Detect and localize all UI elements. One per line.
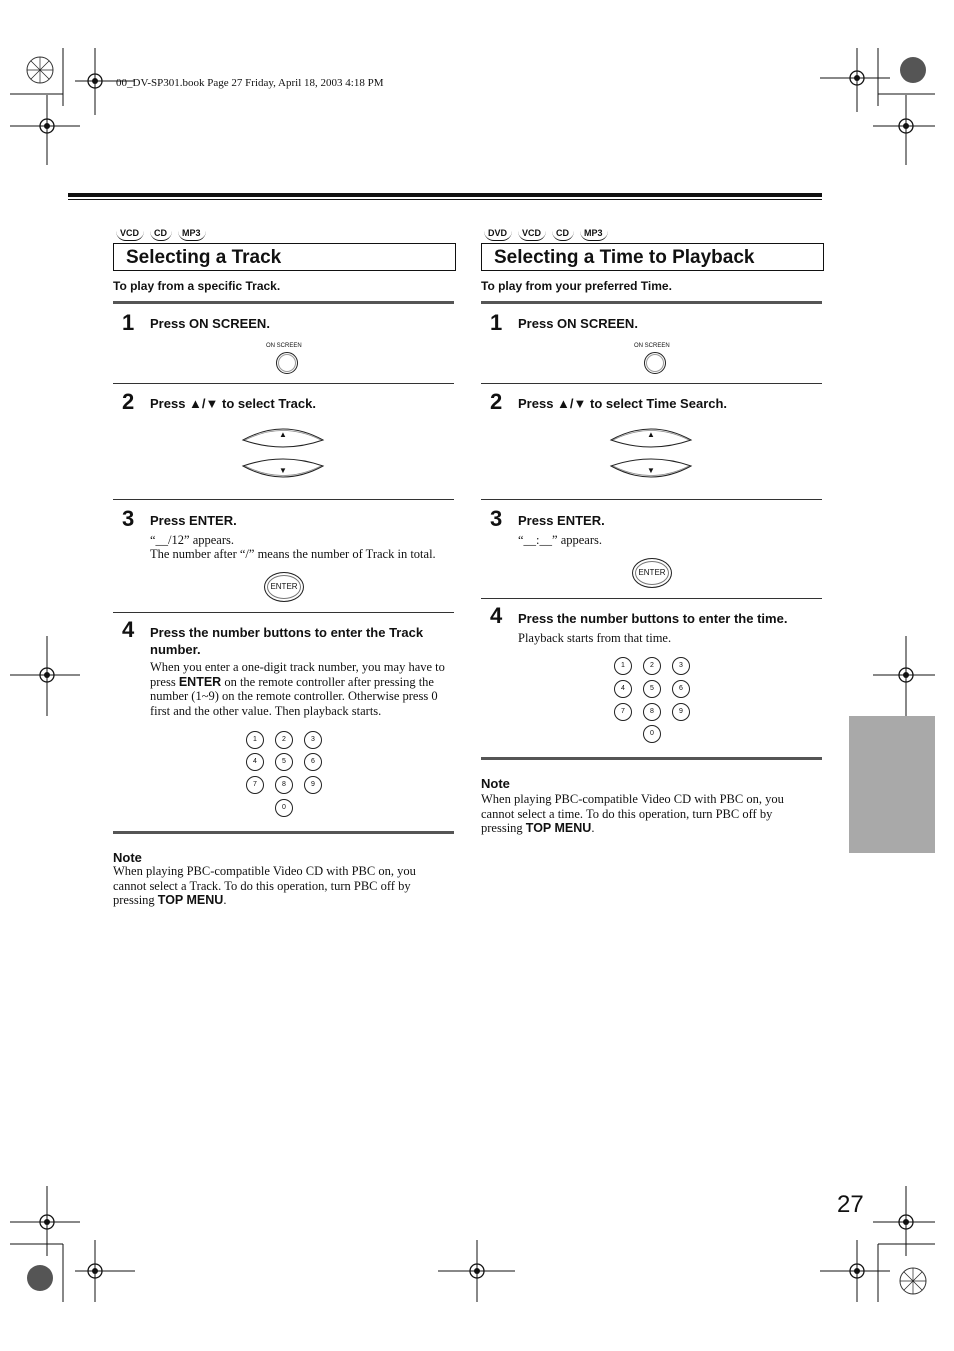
number-key-9: 9 <box>304 776 322 794</box>
step-detail: The number after “/” means the number of Track in total. <box>150 547 436 561</box>
number-key-4: 4 <box>246 753 264 771</box>
note-heading: Note <box>113 850 142 865</box>
section-tab <box>849 716 935 853</box>
step-detail: “__:__” appears. <box>518 533 602 547</box>
note-text: When playing PBC-compatible Video CD with PBC on, you cannot select a Track. To do this operation, turn PBC off by pressing TOP MENU. <box>113 864 416 907</box>
number-key-9: 9 <box>672 703 690 721</box>
on-screen-button <box>644 352 666 374</box>
step-text: Press ENTER. <box>150 513 237 528</box>
step-number: 4 <box>122 617 135 642</box>
number-key-7: 7 <box>246 776 264 794</box>
disc-badge: MP3 <box>580 228 608 241</box>
number-key-8: 8 <box>275 776 293 794</box>
up-arrow-icon: ▲ <box>647 430 655 439</box>
step-number: 3 <box>490 506 503 531</box>
enter-button: ENTER <box>632 558 672 588</box>
page-number: 27 <box>837 1191 864 1218</box>
divider <box>113 301 454 304</box>
disc-badge: MP3 <box>178 228 206 241</box>
disc-badge: CD <box>552 228 574 241</box>
step-detail: When you enter a one-digit track number, you may have to press ENTER on the remote controller after pressing the number (1~9) on the remote controller. Otherwise press 0 first and the other value. Then playback starts. <box>150 660 445 718</box>
number-key-2: 2 <box>643 657 661 675</box>
enter-button: ENTER <box>264 572 304 602</box>
on-screen-button <box>276 352 298 374</box>
section-lead: To play from a specific Track. <box>113 279 281 293</box>
number-key-8: 8 <box>643 703 661 721</box>
number-key-2: 2 <box>275 731 293 749</box>
down-arrow-icon: ▼ <box>279 466 287 475</box>
number-key-5: 5 <box>643 680 661 698</box>
step-text: Press ON SCREEN. <box>518 316 638 331</box>
note-text: When playing PBC-compatible Video CD with PBC on, you cannot select a time. To do this operation, turn PBC off by pressing TOP MENU. <box>481 792 784 835</box>
step-number: 3 <box>122 506 135 531</box>
number-key-3: 3 <box>672 657 690 675</box>
note-heading: Note <box>481 776 510 791</box>
step-text: Press ON SCREEN. <box>150 316 270 331</box>
disc-badge: VCD <box>116 228 144 241</box>
disc-badge: DVD <box>484 228 512 241</box>
up-arrow-icon: ▲ <box>279 430 287 439</box>
disc-types-left <box>116 228 206 241</box>
number-key-7: 7 <box>614 703 632 721</box>
step-number: 2 <box>122 389 135 414</box>
number-key-4: 4 <box>614 680 632 698</box>
down-arrow-icon: ▼ <box>647 466 655 475</box>
divider <box>481 383 822 384</box>
file-info: 00_DV-SP301.book Page 27 Friday, April 18, 2003 4:18 PM <box>116 77 384 89</box>
divider <box>113 612 454 613</box>
divider <box>113 831 454 834</box>
step-text: Press ENTER. <box>518 513 605 528</box>
disc-types-right <box>484 228 608 241</box>
number-key-6: 6 <box>672 680 690 698</box>
disc-badge: CD <box>150 228 172 241</box>
step-number: 4 <box>490 603 503 628</box>
step-number: 2 <box>490 389 503 414</box>
divider <box>113 499 454 500</box>
number-key-1: 1 <box>246 731 264 749</box>
number-key-0: 0 <box>275 799 293 817</box>
divider <box>481 757 822 760</box>
step-detail: Playback starts from that time. <box>518 631 672 645</box>
number-key-0: 0 <box>643 725 661 743</box>
section-lead: To play from your preferred Time. <box>481 279 672 293</box>
divider <box>481 301 822 304</box>
step-number: 1 <box>122 310 135 335</box>
section-title: Selecting a Time to Playback <box>481 243 824 271</box>
divider <box>481 598 822 599</box>
section-title: Selecting a Track <box>113 243 456 271</box>
step-number: 1 <box>490 310 503 335</box>
number-key-5: 5 <box>275 753 293 771</box>
divider <box>481 499 822 500</box>
step-text: Press ▲/▼ to select Track. <box>150 396 316 411</box>
step-detail: “__/12” appears. <box>150 533 234 547</box>
number-key-3: 3 <box>304 731 322 749</box>
divider <box>113 383 454 384</box>
number-key-1: 1 <box>614 657 632 675</box>
on-screen-label: ON SCREEN <box>266 343 302 349</box>
step-text: Press the number buttons to enter the time. <box>518 611 788 626</box>
on-screen-label: ON SCREEN <box>634 343 670 349</box>
number-key-6: 6 <box>304 753 322 771</box>
step-text: Press ▲/▼ to select Time Search. <box>518 396 728 411</box>
step-text: Press the number buttons to enter the Track number. <box>150 625 424 657</box>
disc-badge: VCD <box>518 228 546 241</box>
